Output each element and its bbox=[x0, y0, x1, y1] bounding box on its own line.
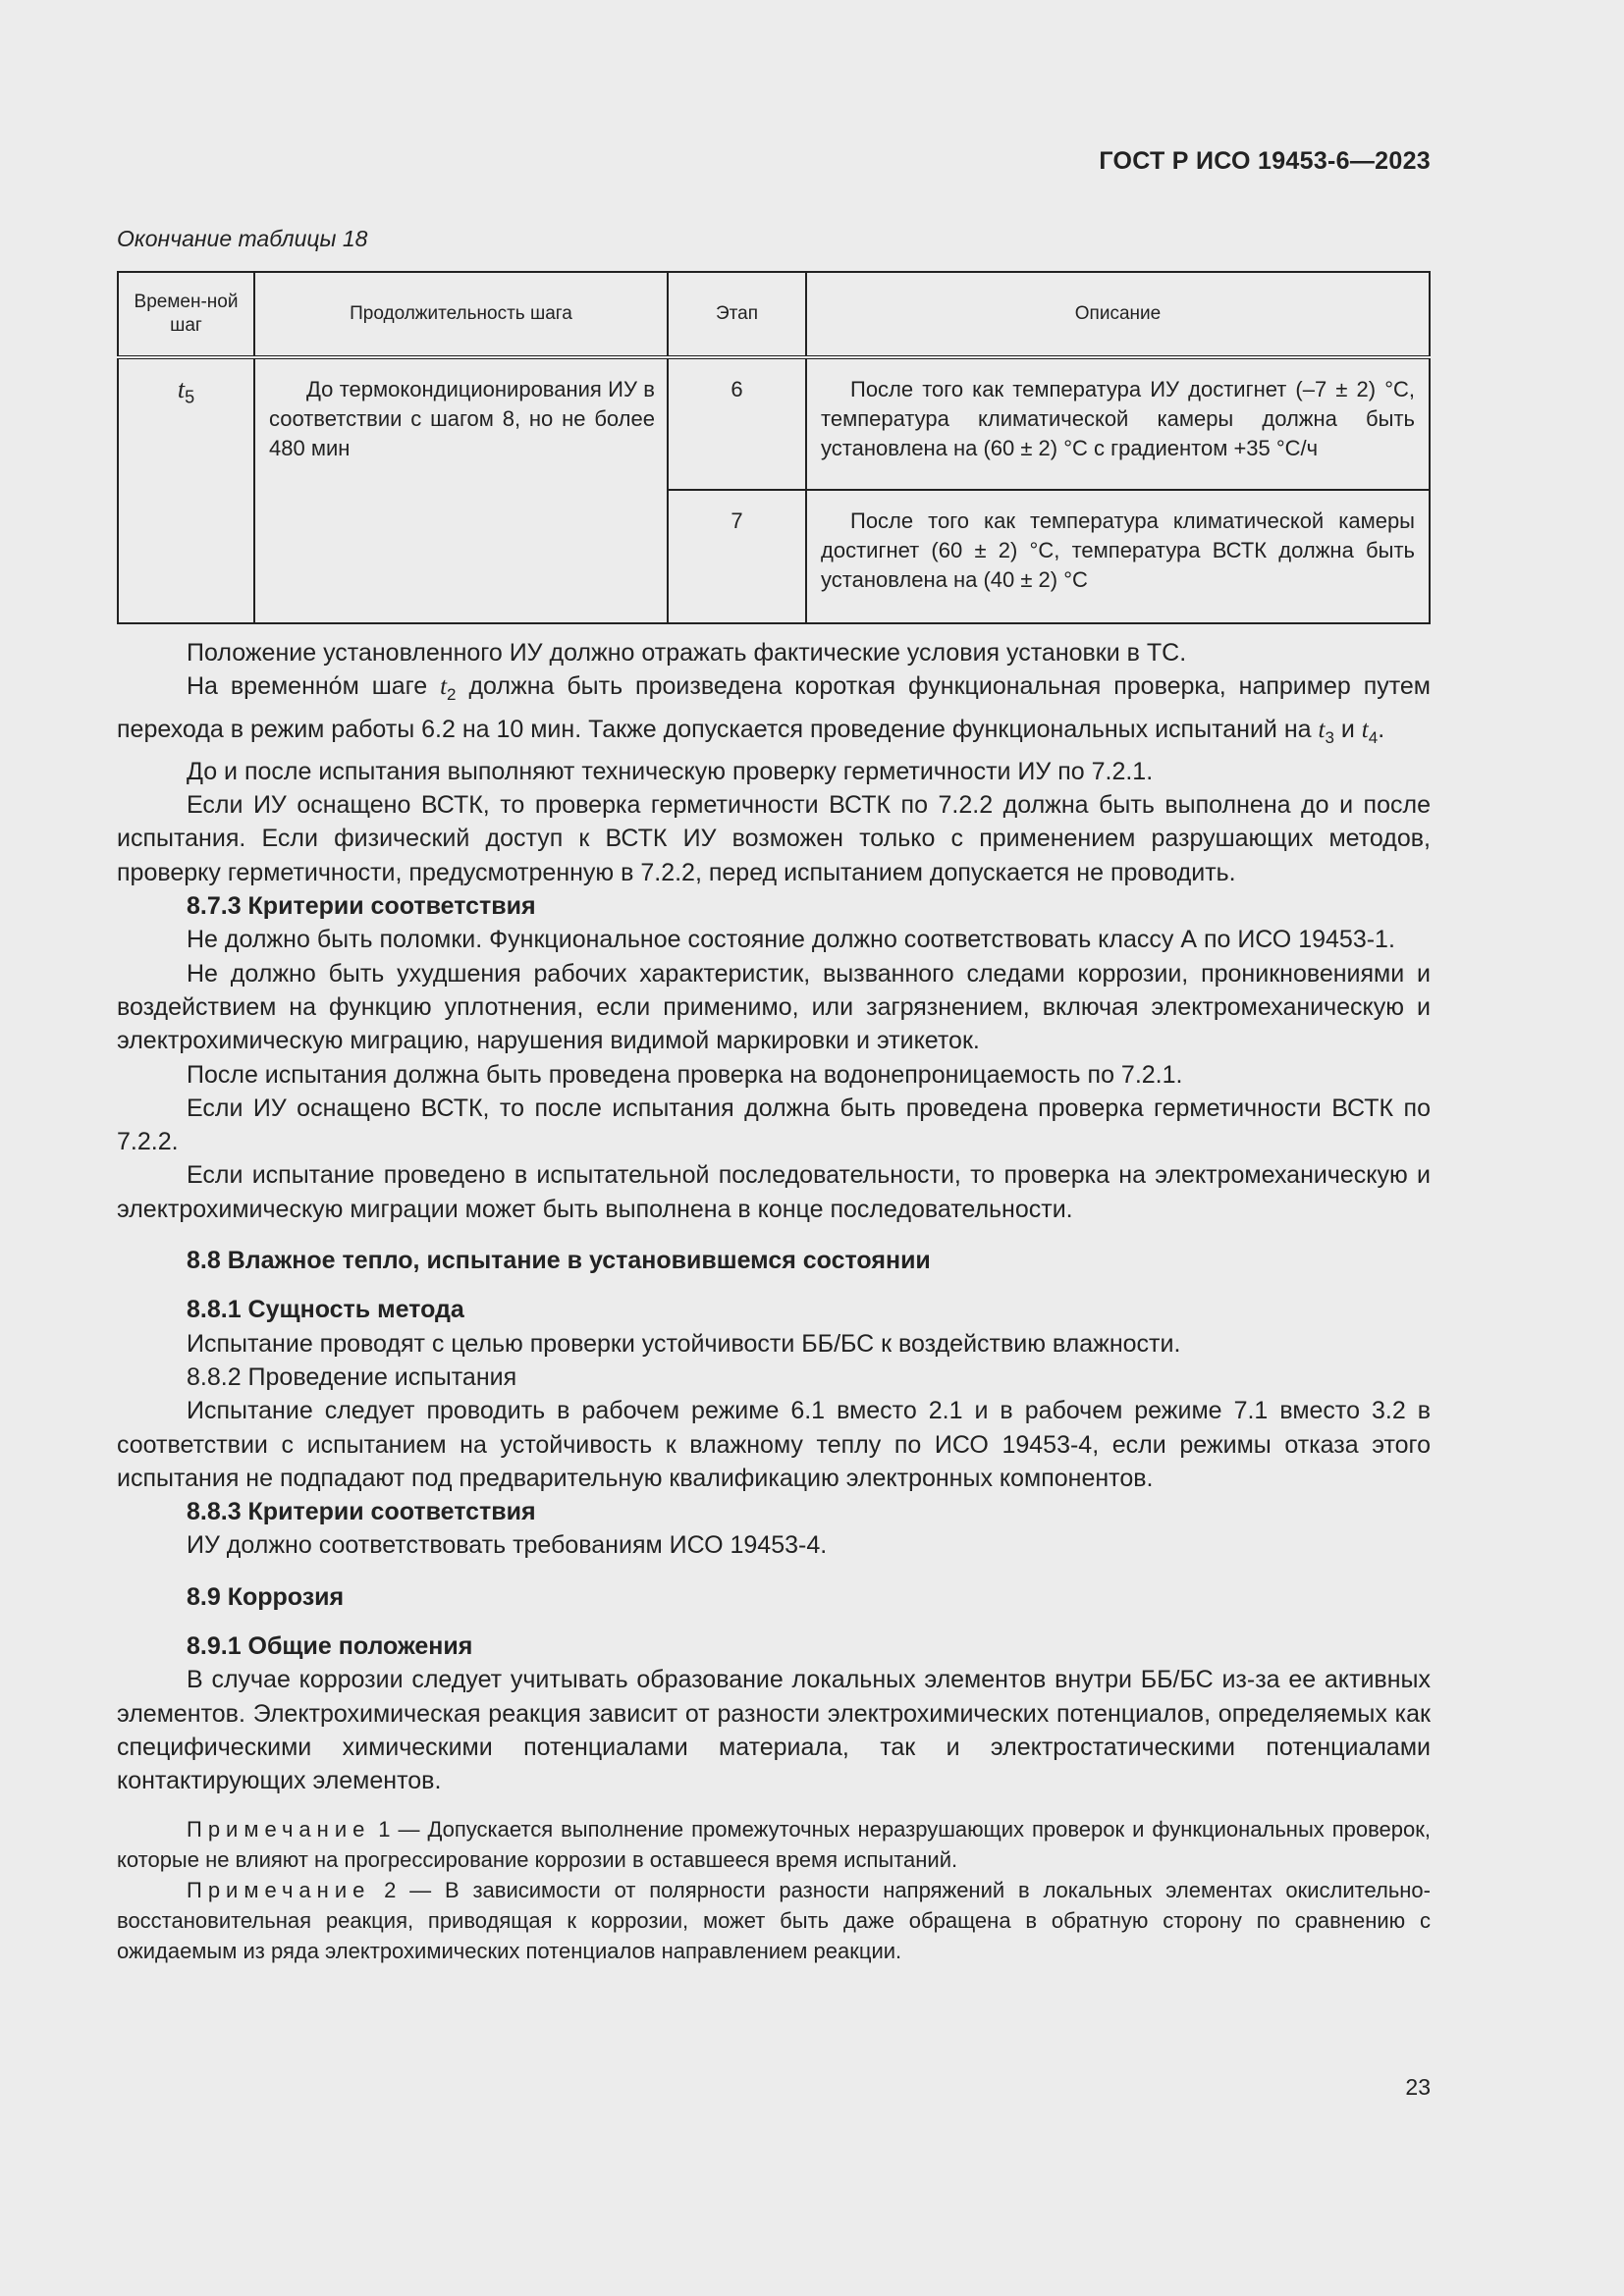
stage-cell-6: 6 bbox=[668, 357, 806, 490]
time-step-cell bbox=[118, 357, 254, 623]
section-heading-8-9: 8.9 Коррозия bbox=[187, 1582, 345, 1611]
stage-cell-7: 7 bbox=[668, 490, 806, 623]
paragraph: В случае коррозии следует учитывать образование локальных элементов внутри ББ/БС из-за ее активных элементов. Электрохимическая реакция зависит от разности электрохимических потенциалов, определяемых как специфическими химическими потенциалами материала, так и электростатическими потенциалами контактирующих элементов. bbox=[117, 1666, 1431, 1795]
duration-cell bbox=[254, 357, 668, 623]
paragraph: Не должно быть поломки. Функциональное состояние должно соответствовать классу А по ИСО 19453-1. bbox=[187, 926, 1395, 954]
section-heading-8-8-2: 8.8.2 Проведение испытания bbox=[187, 1362, 517, 1391]
section-heading-8-9-1: 8.9.1 Общие положения bbox=[187, 1632, 473, 1661]
paragraph: На временно́м шаге $t_2$ должна быть произведена короткая функциональная проверка, например путем перехода в режим работы 6.2 на 10 мин. Также допускается проведение функциональных испытаний на $t_3$ и $t_4$. bbox=[117, 672, 1431, 747]
note-label: Примечание bbox=[187, 1877, 371, 1902]
description-text-6: После того как температура ИУ достигнет (–7 ± 2) °С, температура климатической камеры должна быть установлена на (60 ± 2) °С с градиентом +35 °С/ч bbox=[821, 377, 1415, 460]
time-step-sub: 5 bbox=[185, 387, 195, 407]
page-number: 23 bbox=[1405, 2074, 1431, 2100]
table-caption: Окончание таблицы 18 bbox=[117, 226, 368, 251]
paragraph: Испытание следует проводить в рабочем режиме 6.1 вместо 2.1 и в рабочем режиме 7.1 вместо 3.2 в соответствии с испытанием на устойчивость к влажному теплу по ИСО 19453-4, если режимы отказа этого испытания не подпадают под предварительную квалификацию электронных компонентов. bbox=[117, 1397, 1431, 1492]
header-time-step: Времен-ной шаг bbox=[118, 272, 254, 357]
paragraph: Если ИУ оснащено ВСТК, то после испытания должна быть проведена проверка герметичности ВСТК по 7.2.2. bbox=[117, 1094, 1431, 1156]
paragraph: Не должно быть ухудшения рабочих характеристик, вызванного следами коррозии, проникновениями и воздействием на функцию уплотнения, если применимо, или загрязнением, включая электромеханическую и электрохимическую миграцию, нарушения видимой маркировки и этикеток. bbox=[117, 959, 1431, 1055]
paragraph: Испытание проводят с целью проверки устойчивости ББ/БС к воздействию влажности. bbox=[187, 1329, 1181, 1358]
time-step-var: t bbox=[177, 375, 186, 403]
paragraph: ИУ должно соответствовать требованиям ИСО 19453-4. bbox=[187, 1531, 828, 1560]
section-heading-8-7-3: 8.7.3 Критерии соответствия bbox=[187, 892, 536, 921]
paragraph: После испытания должна быть проведена проверка на водонепроницаемость по 7.2.1. bbox=[187, 1060, 1183, 1089]
description-cell-6 bbox=[806, 357, 1430, 490]
description-text-7: После того как температура климатической камеры достигнет (60 ± 2) °С, температура ВСТК должна быть установлена на (40 ± 2) °С bbox=[821, 508, 1415, 592]
paragraph: До и после испытания выполняют техническую проверку герметичности ИУ по 7.2.1. bbox=[187, 757, 1154, 785]
section-heading-8-8: 8.8 Влажное тепло, испытание в установившемся состоянии bbox=[187, 1247, 931, 1275]
table-18 bbox=[117, 271, 1431, 624]
section-heading-8-8-3: 8.8.3 Критерии соответствия bbox=[187, 1498, 536, 1526]
body-text bbox=[117, 636, 1431, 1966]
duration-text: До термокондиционирования ИУ в соответствии с шагом 8, но не более 480 мин bbox=[269, 377, 655, 460]
paragraph: Положение установленного ИУ должно отражать фактические условия установки в ТС. bbox=[187, 639, 1187, 667]
section-heading-8-8-1: 8.8.1 Сущность метода bbox=[187, 1296, 464, 1324]
header-description: Описание bbox=[806, 272, 1430, 357]
note-2: Примечание 2 — В зависимости от полярности разности напряжений в локальных элементах окислительно-восстановительная реакция, приводящая к коррозии, может быть даже обращена в обратную сторону по сравнению с ожидаемым из ряда электрохимических потенциалов направлением реакции. bbox=[117, 1877, 1431, 1963]
table-header-row bbox=[118, 272, 1430, 357]
note-1: Примечание 1 — Допускается выполнение промежуточных неразрушающих проверок и функциональных проверок, которые не влияют на прогрессирование коррозии в оставшееся время испытаний. bbox=[117, 1816, 1431, 1872]
header-stage: Этап bbox=[668, 272, 806, 357]
description-cell-7 bbox=[806, 490, 1430, 623]
header-duration: Продолжительность шага bbox=[254, 272, 668, 357]
document-header: ГОСТ Р ИСО 19453-6—2023 bbox=[1099, 147, 1431, 175]
paragraph: Если испытание проведено в испытательной последовательности, то проверка на электромеханическую и электрохимическую миграции может быть выполнена в конце последовательности. bbox=[117, 1161, 1431, 1223]
note-label: Примечание bbox=[187, 1816, 371, 1842]
paragraph: Если ИУ оснащено ВСТК, то проверка герметичности ВСТК по 7.2.2 должна быть выполнена до и после испытания. Если физический доступ к ВСТК ИУ возможен только с применением разрушающих методов, проверку герметичности, предусмотренную в 7.2.2, перед испытанием допускается не проводить. bbox=[117, 791, 1431, 886]
table-row bbox=[118, 357, 1430, 490]
